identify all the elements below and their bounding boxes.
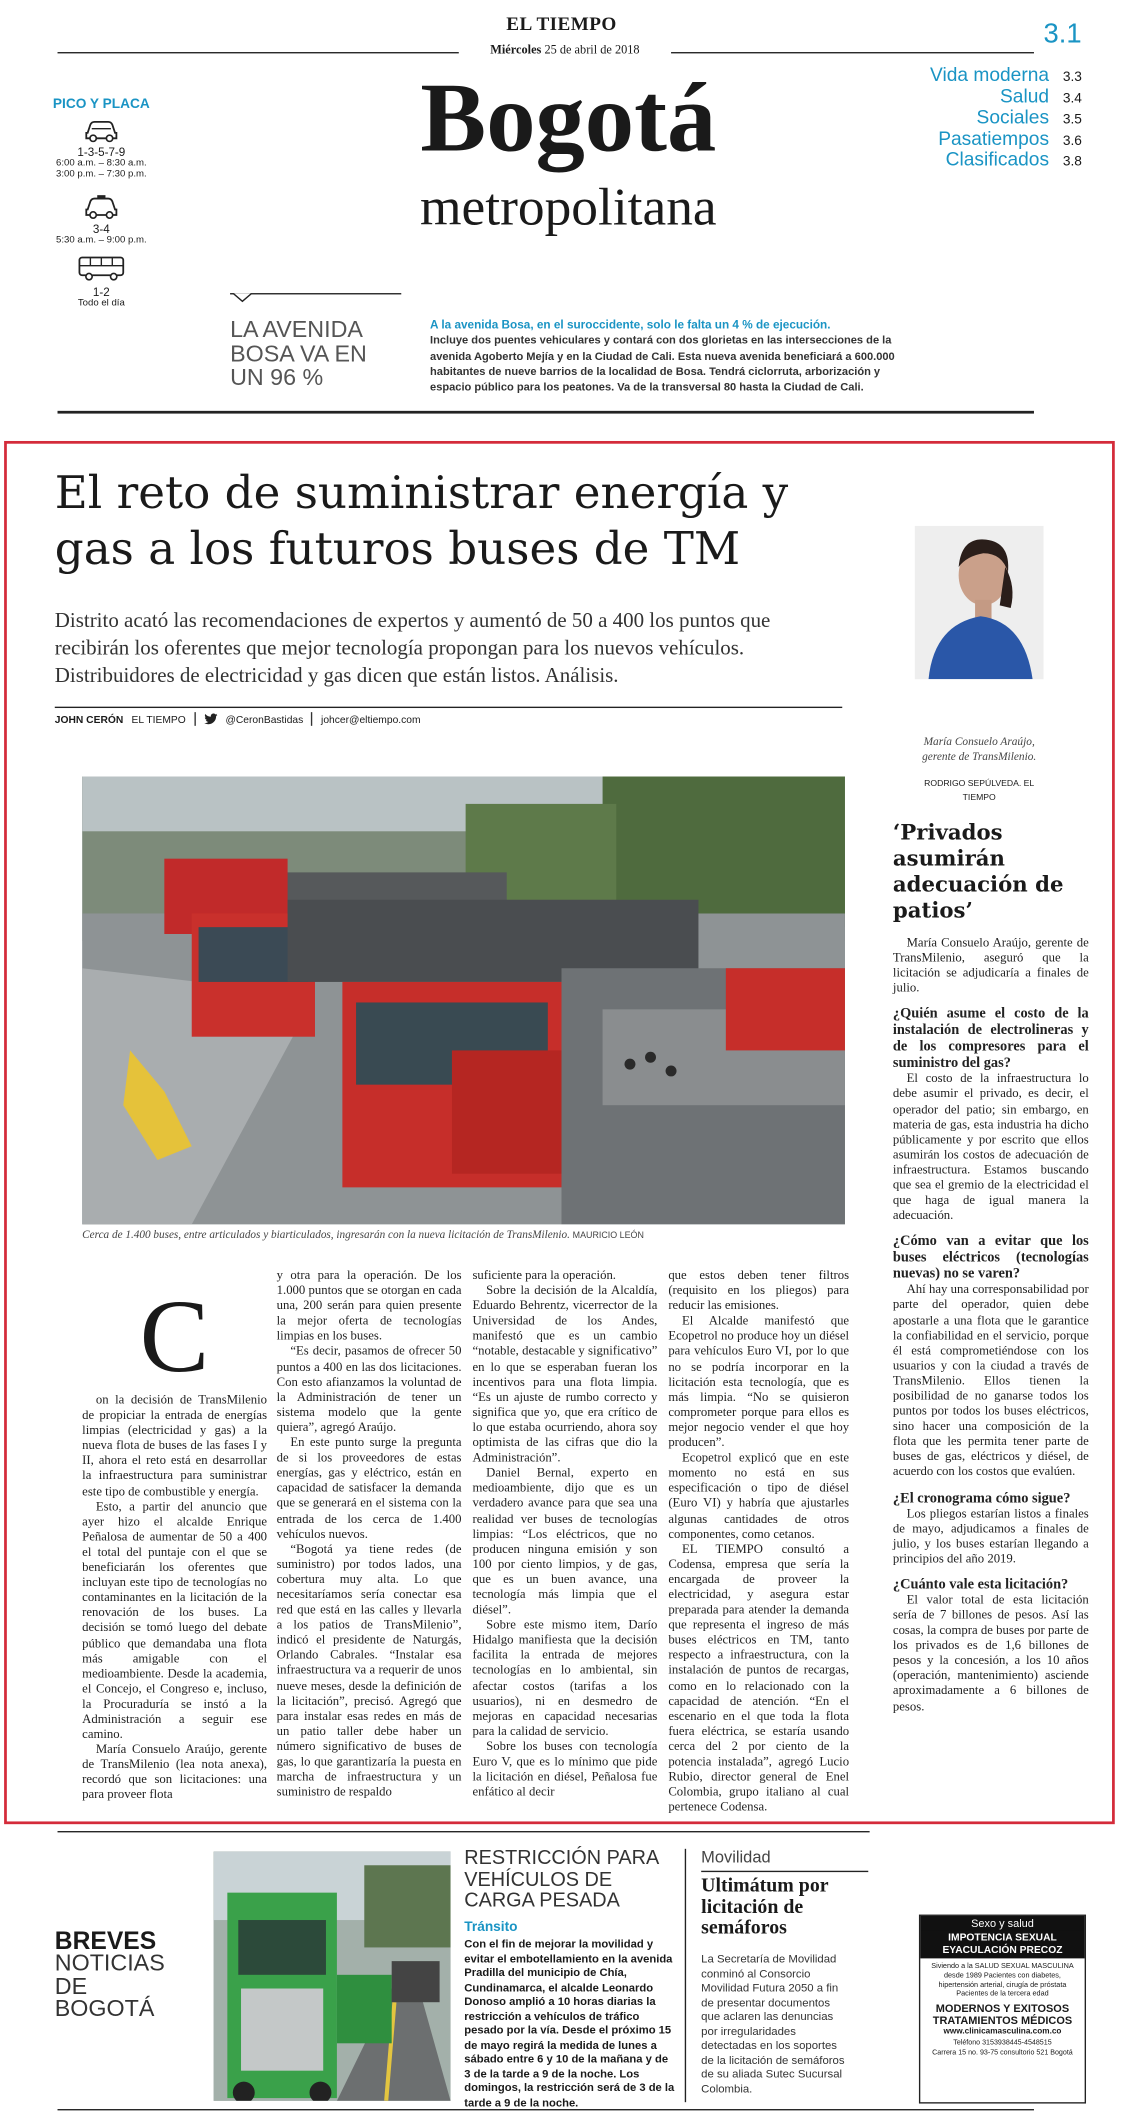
portrait-photo	[915, 526, 1044, 679]
pico-car-hours-2: 3:00 p.m. – 7:30 p.m.	[56, 169, 147, 180]
twitter-icon	[204, 714, 218, 725]
ad-address: Carrera 15 no. 93-75 consultorio 521 Bogotá	[932, 2049, 1073, 2058]
pico-bus-hours: Todo el día	[77, 298, 125, 309]
index-item[interactable]: Vida moderna 3.3	[929, 62, 1082, 85]
pico-car-hours-1: 6:00 a.m. – 8:30 a.m.	[56, 158, 147, 169]
article-col-3: suficiente para la operación. Sobre la decisión de la Alcaldía, Eduardo Behrentz, vicerrector de la Universidad de los Andes, manifestó que es un cambio “notable, destacable y significativo” en lo que se esperaban fueran los incentivos para una flota limpia. “Es un ajuste de rumbo correcto y significa que yo, que era crítico de lo que estaba ocurriendo, ahora soy optimista de las cifras que dio la Administración”. Daniel Bernal, experto en medioambiente, dijo que es un verdadero avance para que sea una realidad ver buses de tecnologías limpias: “Los eléctricos, que no producen ninguna emisión y son 100 por ciento limpios, y de gas, que es un buen avance, una tecnología más limpia que el diésel”. Sobre este mismo item, Darío Hidalgo manifiesta que la decisión facilita la entrada de mejores tecnologías en lo ambiental, sin afectar costos (tarifas a los usuarios), ni en desmedro de mejoras en capacidad necesarias para la calidad de servicio. Sobre los buses con tecnología Euro V, que es lo mínimo que pide la licitación en diésel, Peñalosa fue enfático al decir	[472, 1269, 658, 1800]
transmilenio-station-image	[82, 777, 845, 1225]
article-col-4: que estos deben tener filtros (requisito en los pliegos) para reducir las emisiones. El Alcalde manifestó que Ecopetrol no produce hoy un diésel para vehículos Euro VI, por lo que no se podría incorporar en la licitación esta tecnología, que es más limpia. “No se quisieron comprometer porque para ellos es mejor negocio vender el que hoy producen”. Ecopetrol explicó que en este momento no está en sus especificación o tipo de diésel (Euro VI) y habría que ajustarles algunas cantidades de otros componentes, como cetanos. EL TIEMPO consultó a Codensa, empresa que sería la encargada de proveer la electricidad, y asegura estar preparada para atender la demanda que representa el ingreso de más buses eléctricos en TM, tanto respecto a infraestructura, con la instalación de puntos de recargas, como en lo relacionado con la capacidad de atención. “En el escenario en el que toda la flota fuera eléctrica, se estaría usando cerca del 2 por ciento de la potencia instalada”, agregó Lucio Rubio, director general de Enel Colombia, grupo italiano al cual pertenece Codensa.	[668, 1269, 850, 1815]
ad-body: Siviendo a la SALUD SEXUAL MASCULINA desde 1989 Pacientes con diabetes, hipertensión arterial, cirugía de próstata Pacientes de la tercera edad	[931, 1962, 1074, 1999]
taxi-icon	[82, 194, 120, 219]
author-email[interactable]: johcer@eltiempo.com	[321, 712, 421, 726]
breve-2-rule	[701, 1871, 868, 1872]
portrait-caption: María Consuelo Araújo, gerente de TransMilenio.	[922, 735, 1037, 763]
teaser-lead: A la avenida Bosa, en el suroccidente, solo le falta un 4 % de ejecución.	[430, 317, 831, 332]
sidebar-body: María Consuelo Araújo, gerente de TransMilenio, aseguró que la licitación se adjudicaría a finales de julio. ¿Quién asume el costo de la instalación de electrolineras y de los compresores para el suministro del gas? El costo de la infraestructura lo debe asumir el privado, es decir, el operador del patio; sin embargo, en materia de gas, esta industria ha dicho públicamente y por escrito que ellos asumirán los costos de adecuación de infraestructura. Estamos buscando que sea el gremio de la electricidad el que haga de igual manera la adecuación. ¿Cómo van a evitar que los buses eléctricos (tecnologías nuevas) no se varen? Ahí hay una corresponsabilidad por parte del operador, quien debe apostarle a una flota que le garantice la confiabilidad en el servicio, porque él está comprometiéndose con los usuarios y con la ciudad a través de TransMilenio. Ellos tienen la posibilidad de no ganarse todos los puntos por todos los buses eléctricos, sino hacer una composición de la flota que les permita tener parte de buses de gas, eléctricos y diésel, de acuerdo con los costos que evalúen. ¿El cronograma cómo sigue? Los pliegos estarían listos a finales de mayo, adjudicamos a finales de julio, y los buses estarían llegando a principios del año 2019. ¿Cuánto vale esta licitación? El valor total de esta licitación sería de 7 billones de pesos. Así las cosas, la compra de buses por parte de los privados es de 1,6 billones de pesos y la concesión, a los 10 años (operación, mantenimiento) asciende aproximadamente a 6 billones de pesos.	[892, 936, 1089, 1715]
pico-y-placa-car	[52, 118, 151, 181]
section-index	[890, 63, 1082, 169]
byline	[55, 712, 842, 726]
truck-photo	[214, 1852, 451, 2101]
teaser-rule	[230, 293, 401, 294]
photo-credit: MAURICIO LEÓN	[572, 1231, 644, 1241]
pico-y-placa-taxi	[52, 194, 151, 246]
teaser-body: Incluye dos puentes vehiculares y contará con dos glorietas en las intersecciones de la avenida Agoberto Mejía y en la Ciudad de Cali. Esta nueva avenida beneficiará a 600.000 habitantes de nueve barrios de la localidad de Bosa. Tendrá ciclorruta, arborización y espacio público para los peatones. Va de la transversal 80 hasta la Ciudad de Cali.	[430, 334, 895, 394]
pico-bus-digits: 1-2	[92, 284, 110, 299]
ad-phone: Teléfono 3153938445-4548515	[953, 2039, 1052, 2048]
breves-title: BREVES	[54, 1926, 157, 1955]
breve-2-body: La Secretaría de Movilidad conminó al Consorcio Movilidad Futura 2050 a fin de presentar documentos que aclaren las denuncias por irregularidades detectadas en los soportes de la licitación de semáforos de su aliada Sutec Sucursal Colombia.	[701, 1951, 845, 2095]
breves-top-rule	[58, 1831, 870, 1832]
portrait-image	[915, 526, 1044, 679]
article-deck: Distrito acató las recomendaciones de expertos y aumentó de 50 a 400 los puntos que recibirán los oferentes que mejor tecnología propongan para los nuevos vehículos. Distribuidores de electricidad y gas dicen que están listos. Análisis.	[54, 609, 771, 688]
author-outlet: EL TIEMPO	[131, 712, 186, 726]
teaser-headline: LA AVENIDA BOSA VA EN UN 96 %	[230, 316, 367, 391]
breves-divider	[685, 1849, 686, 2102]
breve-1-body: Con el fin de mejorar la movilidad y evitar el embotellamiento en la avenida Pradilla del municipio de Chía, Cundinamarca, el alcalde Leonardo Donoso amplió a 10 horas diarias la restricción a vehículos de tráfico pesado por la vía. Desde el próximo 15 de mayo regirá la medida de lunes a sábado entre 6 y 10 de la mañana y de 3 de la tarde a 9 de la noche. Los domingos, la restricción será de 3 de la tarde a 9 de la noche.	[464, 1937, 675, 2109]
teaser-text	[430, 318, 902, 395]
article-headline: El reto de suministrar energía y gas a los futuros buses de TM	[54, 465, 789, 576]
pico-taxi-digits: 3-4	[92, 221, 110, 236]
article-photo	[82, 777, 845, 1225]
breves-label	[55, 1928, 192, 2020]
drop-cap: C	[139, 1279, 210, 1395]
issue-date: Miércoles 25 de abril de 2018	[459, 42, 671, 56]
index-item[interactable]: Sociales 3.5	[976, 105, 1082, 128]
author-twitter[interactable]: @CeronBastidas	[225, 712, 304, 726]
portrait-credit: RODRIGO SEPÚLVEDA. EL TIEMPO	[924, 779, 1035, 803]
car-icon	[82, 118, 120, 143]
pico-car-digits: 1-3-5-7-9	[77, 145, 126, 159]
ad-title: IMPOTENCIA SEXUAL EYACULACIÓN PRECOZ	[920, 1931, 1084, 1958]
ad-box[interactable]	[919, 1915, 1086, 2104]
breve-2-kicker: Movilidad	[701, 1847, 771, 1867]
masthead-bottom-rule	[58, 411, 1034, 413]
article-col-2: y otra para la operación. De los 1.000 puntos que se otorgan en cada una, 200 serán para quien presente la mejor oferta de tecnologías limpias en los buses. “Es decir, pasamos de ofrecer 50 puntos a 400 en las dos licitaciones. Con esto afianzamos la voluntad de la Administración de tener un sistema modelo que la gente quiera”, agregó Araújo. En este punto surge la pregunta de si los proveedores de estas energías, gas y eléctrico, están en capacidad de satisfacer la demanda que se generará en el sistema con la entrada de los cerca de 1.400 vehículos nuevos. “Bogotá ya tiene redes (de suministro) por todos lados, una cobertura muy alta. Lo que necesitaríamos sería conectar esa red que está en las calles y llevarla a los patios de TransMilenio”, indicó el presidente de Naturgás, Orlando Cabrales. “Instalar esa infraestructura va a requerir de unos nueve meses, desde la definición de la licitación”, precisó. Agregó que para instalar esas redes en más de un patio taller debe haber un número significativo de buses de gas, lo que garantizaría la puesta en marcha de infraestructura y un suministro de respaldo	[276, 1269, 462, 1800]
page-number: 3.1	[1043, 19, 1082, 50]
breve-2-headline: Ultimátum por licitación de semáforos	[701, 1874, 829, 1940]
ad-top: Sexo y salud	[920, 1916, 1084, 1931]
index-item[interactable]: Pasatiempos 3.6	[938, 126, 1082, 149]
section-title: Bogotá	[420, 62, 717, 173]
breve-1-kicker: Tránsito	[464, 1920, 518, 1936]
index-item[interactable]: Clasificados 3.8	[945, 147, 1082, 170]
page-bottom-rule	[58, 2109, 1034, 2110]
article-col-1: on la decisión de TransMilenio de propiciar la entrada de energías limpias (electricidad y gas) a la nueva flota de buses de las fases I y II, ahora el reto está en desarrollar la infraestructura para suministrar este tipo de combustible y energía. Esto, a partir del anuncio que ayer hizo el alcalde Enrique Peñalosa de aumentar de 50 a 400 el total del puntaje con el que se beneficiarán los oferentes que incluyan este tipo de tecnologías no contaminantes en la licitación de la renovación de los buses. La decisión se tomó luego del debate público que demandaba una flota más amigable con el medioambiente. Desde la academia, el Concejo, el Congreso e, incluso, la Procuraduría se instó a la Administración a seguir ese camino. María Consuelo Araújo, gerente de TransMilenio (lea nota anexa), recordó que son licitaciones: una para proveer flota	[82, 1394, 268, 1803]
breves-subtitle: NOTICIAS DE BOGOTÁ	[54, 1950, 165, 2022]
photo-caption: Cerca de 1.400 buses, entre articulados y biarticulados, ingresarán con la nueva licitación de TransMilenio. MAURICIO LEÓN	[82, 1228, 644, 1241]
section-subtitle: metropolitana	[420, 178, 717, 237]
teaser-notch-icon	[233, 293, 252, 304]
pico-taxi-hours: 5:30 a.m. – 9:00 p.m.	[56, 235, 147, 246]
sidebar-headline: ‘Privados asumirán adecuación de patios’	[892, 818, 1064, 924]
index-item[interactable]: Salud 3.4	[999, 84, 1082, 107]
ad-url[interactable]: www.clinicamasculina.com.co	[943, 2028, 1062, 2037]
truck-image	[214, 1852, 451, 2101]
breve-1-headline: RESTRICCIÓN PARA VEHÍCULOS DE CARGA PESADA	[464, 1847, 659, 1912]
bus-icon	[77, 255, 126, 282]
pico-y-placa-title: PICO Y PLACA	[52, 97, 150, 113]
paper-name: EL TIEMPO	[506, 15, 617, 36]
pico-y-placa-bus	[52, 255, 151, 310]
ad-headline: MODERNOS Y EXITOSOS TRATAMIENTOS MÉDICOS	[932, 2002, 1073, 2028]
author-name: JOHN CERÓN	[54, 712, 124, 726]
byline-top-rule	[55, 707, 842, 708]
